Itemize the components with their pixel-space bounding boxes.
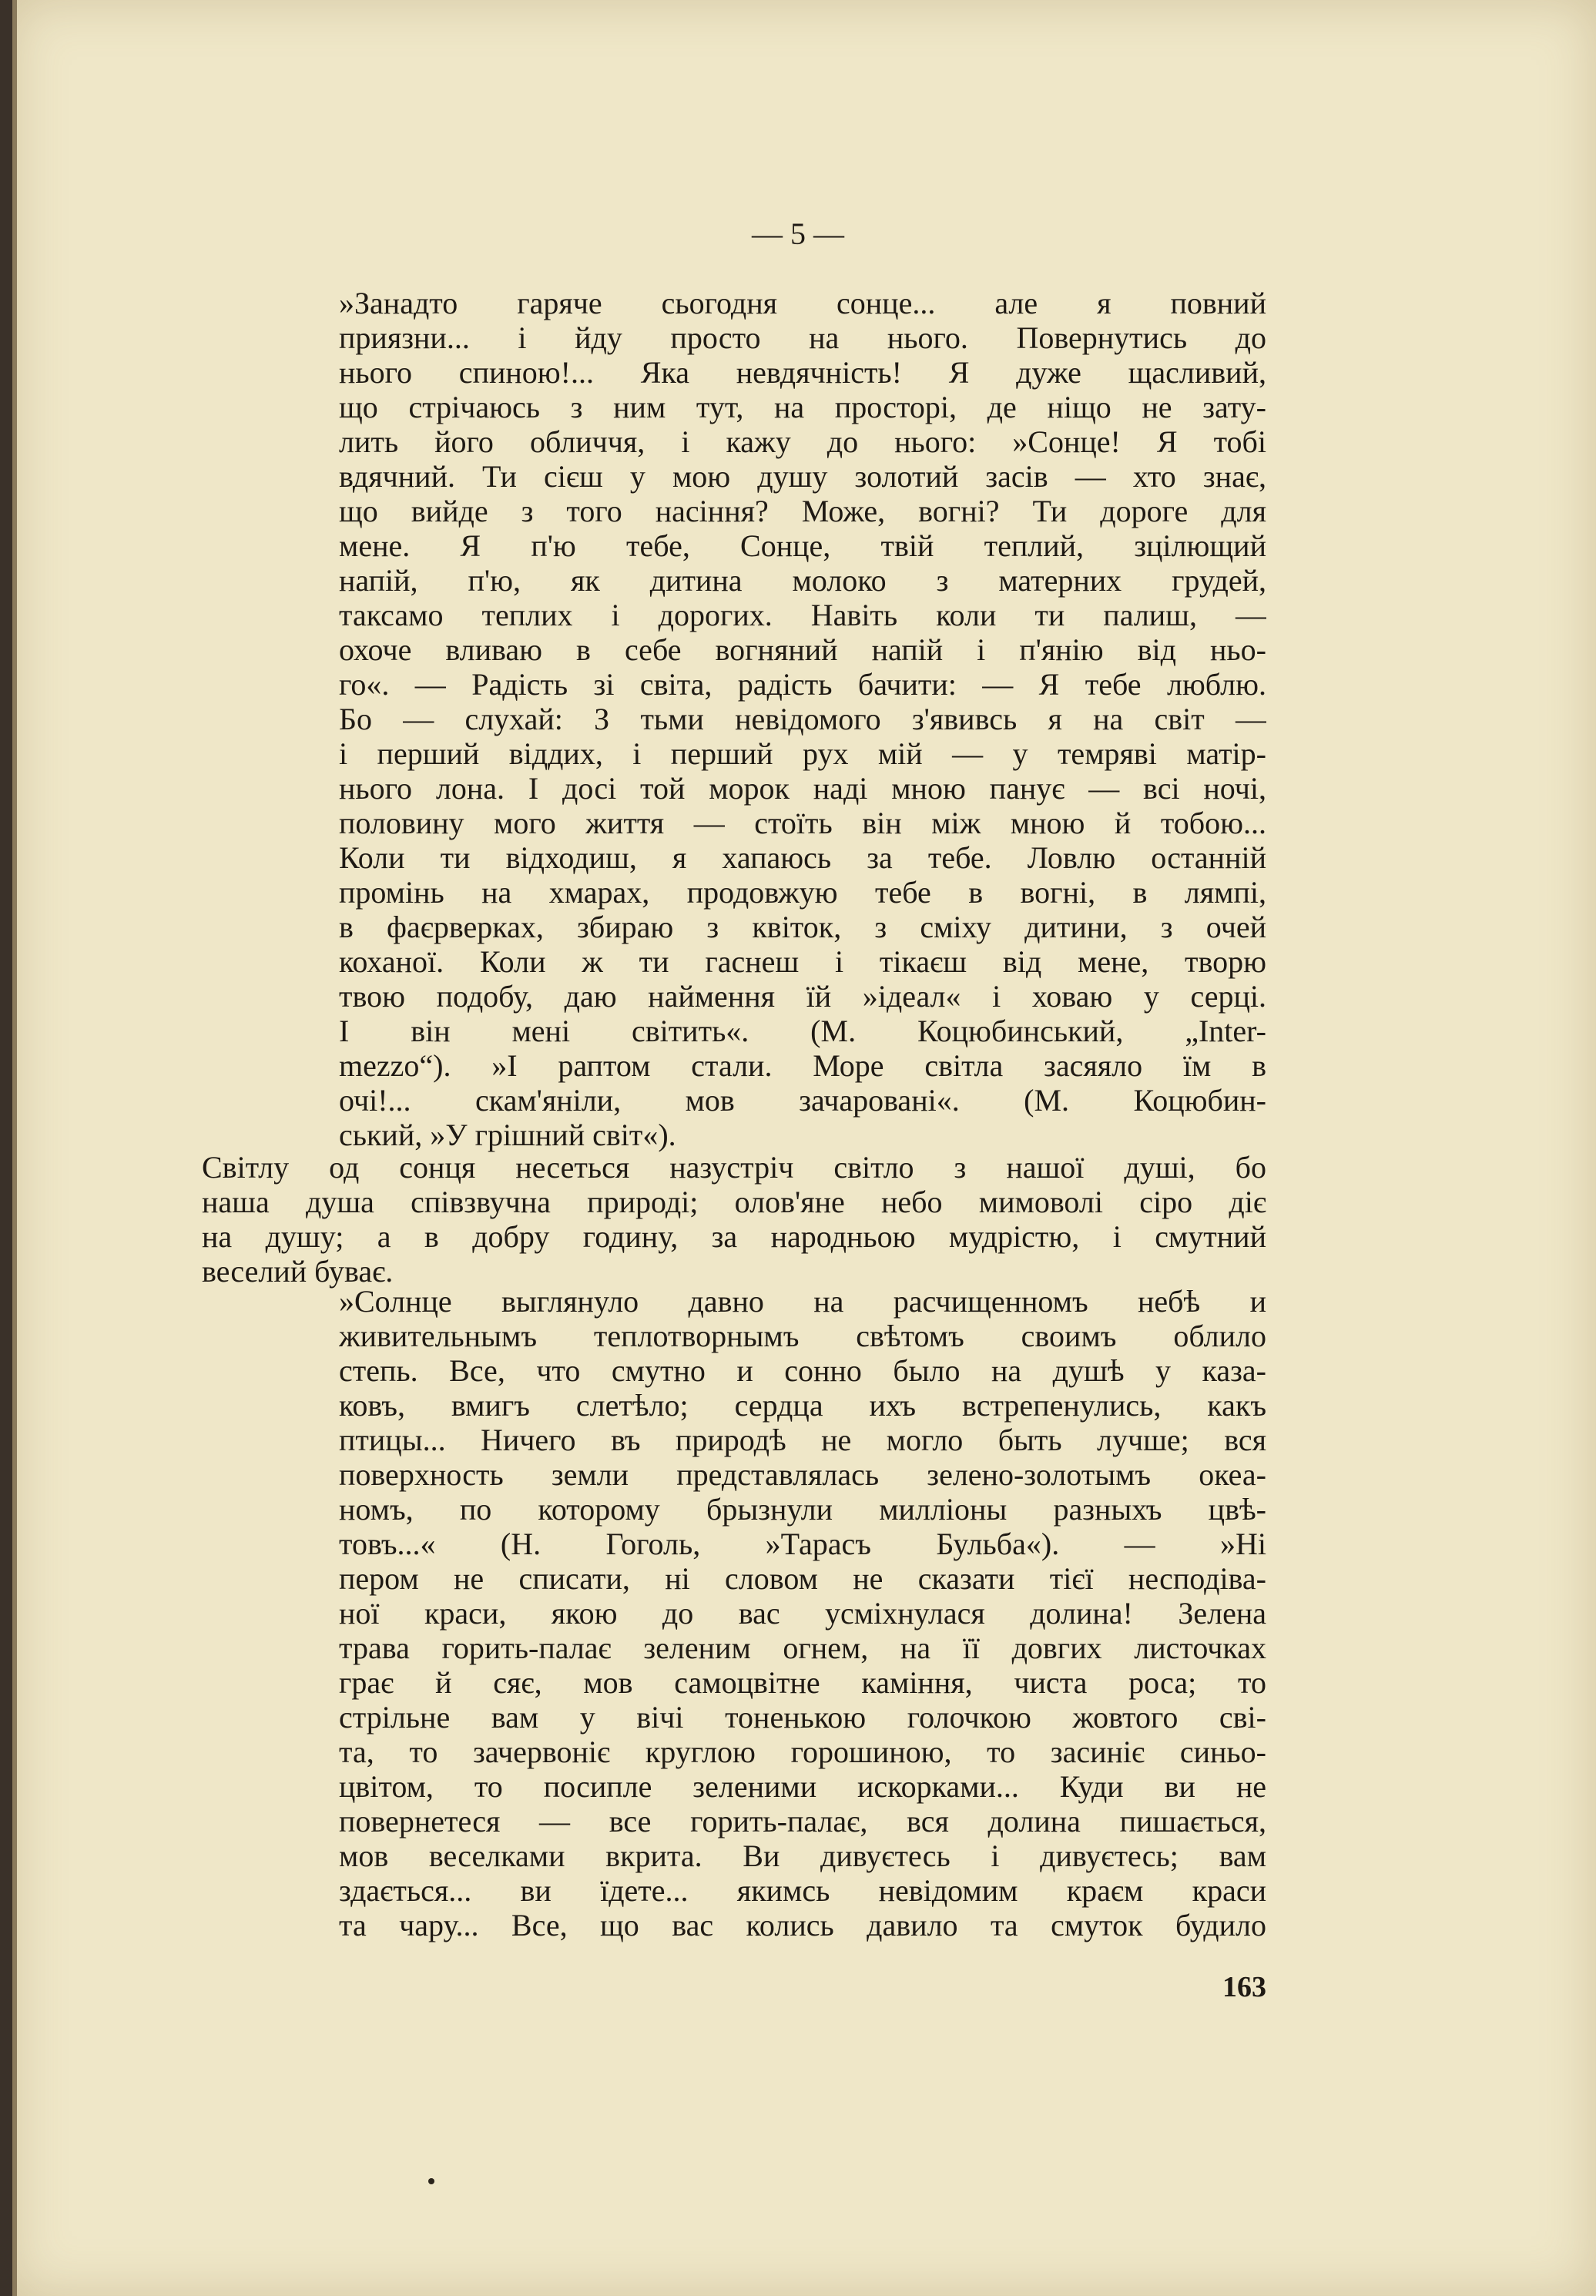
text-line: здається... ви їдете... якимсь невідомим краєм краси [339, 1873, 1266, 1908]
text-line: Бо — слухай: З тьми невідомого з'явивсь я на світ — [339, 702, 1266, 736]
text-line: стрільне вам у вічі тоненькою голочкою жовтого сві- [339, 1700, 1266, 1735]
text-line: поверхность земли представлялась зелено-золотымъ океа- [339, 1457, 1266, 1492]
text-line: »Солнце выглянуло давно на расчищенномъ небѣ и [339, 1284, 1266, 1319]
text-line: мов веселками вкрита. Ви дивуєтесь і дивуєтесь; вам [339, 1838, 1266, 1873]
text-line: ковъ, вмигъ слетѣло; сердца ихъ встрепенулись, какъ [339, 1388, 1266, 1423]
text-line: трава горить-палає зеленим огнем, на її довгих листочках [339, 1631, 1266, 1665]
text-line: грає й сяє, мов самоцвітне каміння, чиста роса; то [339, 1665, 1266, 1700]
text-line: на душу; а в добру годину, за народньою мудрістю, і смутний [202, 1219, 1266, 1254]
text-line: Коли ти відходиш, я хапаюсь за тебе. Ловлю останній [339, 840, 1266, 875]
text-line: напій, п'ю, як дитина молоко з матерних грудей, [339, 563, 1266, 598]
text-line: очі!... скам'яніли, мов зачаровані«. (М. Коцюбин- [339, 1083, 1266, 1118]
text-line: Світлу од сонця несеться назустріч світло з нашої душі, бо [202, 1150, 1266, 1185]
text-line: промінь на хмарах, продовжую тебе в вогні, в лямпі, [339, 875, 1266, 910]
text-line: таксамо теплих і дорогих. Навіть коли ти палиш, — [339, 598, 1266, 632]
running-header: — 5 — [752, 216, 844, 251]
text-line: живительнымъ теплотворнымъ свѣтомъ своимъ облило [339, 1319, 1266, 1353]
text-line: ної краси, якою до вас усміхнулася долина! Зелена [339, 1596, 1266, 1631]
text-line: птицы... Ничего въ природѣ не могло быть лучше; вся [339, 1423, 1266, 1457]
text-line: товъ...« (Н. Гоголь, »Тарасъ Бульба«). — »Ні [339, 1527, 1266, 1561]
text-line: що стрічаюсь з ним тут, на просторі, де ніщо не зату- [339, 390, 1266, 424]
text-line: цвітом, то посипле зеленими искорками... Куди ви не [339, 1769, 1266, 1804]
text-line: що вийде з того насіння? Може, вогні? Ти дороге для [339, 494, 1266, 528]
text-line: степь. Все, что смутно и сонно было на душѣ у каза- [339, 1353, 1266, 1388]
text-line: та, то зачервоніє круглою горошиною, то засиніє синьо- [339, 1735, 1266, 1769]
text-line: го«. — Радість зі світа, радість бачити: — Я тебе люблю. [339, 667, 1266, 702]
text-line: половину мого життя — стоїть він між мною й тобою... [339, 806, 1266, 840]
text-line: приязни... і йду просто на нього. Повернутись до [339, 320, 1266, 355]
text-line: пером не списати, ні словом не сказати тієї несподіва- [339, 1561, 1266, 1596]
text-line: лить його обличчя, і кажу до нього: »Сонце! Я тобі [339, 424, 1266, 459]
text-line: коханої. Коли ж ти гаснеш і тікаєш від мене, творю [339, 944, 1266, 979]
text-line: наша душа співзвучна природі; олов'яне небо мимоволі сіро діє [202, 1185, 1266, 1219]
page-number: 163 [1222, 1971, 1266, 2003]
text-line: мене. Я п'ю тебе, Сонце, твій теплий, зцілющий [339, 528, 1266, 563]
text-line: повернетеся — все горить-палає, вся долина пишається, [339, 1804, 1266, 1838]
text-line: нього лона. І досі той морок наді мною панує — всі ночі, [339, 771, 1266, 806]
text-line: »Занадто гаряче сьогодня сонце... але я повний [339, 286, 1266, 320]
text-line: твою подобу, даю наймення їй »ідеал« і ховаю у серці. [339, 979, 1266, 1014]
text-line: вдячний. Ти сієш у мою душу золотий засів — хто знає, [339, 459, 1266, 494]
text-line: нього спиною!... Яка невдячність! Я дуже щасливий, [339, 355, 1266, 390]
text-line: охоче вливаю в себе вогняний напій і п'янію від ньо- [339, 632, 1266, 667]
text-line: mezzo“). »І раптом стали. Море світла засяяло їм в [339, 1048, 1266, 1083]
binding-edge [12, 0, 17, 2296]
text-line: веселий буває. [202, 1254, 394, 1289]
text-line: номъ, по которому брызнули миллiоны разныхъ цвѣ- [339, 1492, 1266, 1527]
text-line: І він мені світить«. (М. Коцюбинський, „Inter- [339, 1014, 1266, 1048]
text-line: та чару... Все, що вас колись давило та смуток будило [339, 1908, 1266, 1942]
ink-speck [428, 2178, 434, 2184]
text-line: в фаєрверках, збираю з квіток, з сміху дитини, з очей [339, 910, 1266, 944]
text-line: ський, »У грішний світ«). [339, 1118, 676, 1152]
text-line: і перший віддих, і перший рух мій — у темряві матір- [339, 736, 1266, 771]
